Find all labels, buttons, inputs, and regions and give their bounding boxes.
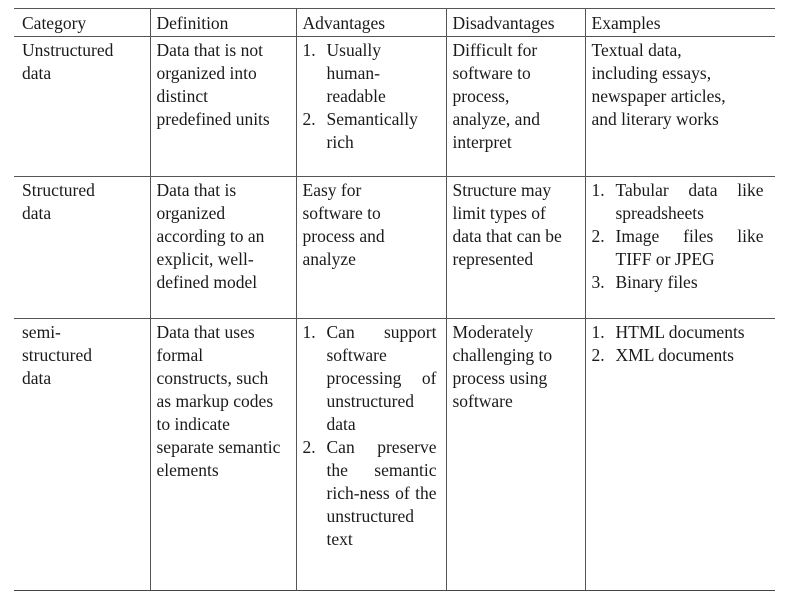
header-definition: Definition (150, 9, 296, 37)
disadvantages-text: Structure may limit types of data that can be represented (452, 180, 562, 269)
list-text: Usually human-readable (326, 40, 386, 106)
category-text: semi-structured data (22, 322, 92, 388)
list-number: 2. (302, 437, 316, 457)
cell-examples (585, 177, 775, 319)
list-text: XML documents (615, 345, 734, 365)
table-row-unstructured (14, 37, 775, 177)
examples-list (592, 179, 770, 294)
list-text: HTML documents (615, 322, 745, 342)
cell-disadvantages (446, 37, 585, 177)
list-number: 1. (302, 322, 316, 342)
cell-examples (585, 37, 775, 177)
list-item (592, 179, 770, 225)
cell-definition (150, 177, 296, 319)
list-number: 2. (302, 109, 316, 129)
category-text: Unstructured data (22, 40, 114, 83)
list-item (592, 344, 770, 367)
cell-category (14, 177, 150, 319)
list-number: 1. (591, 180, 605, 200)
list-item (303, 108, 440, 154)
list-item (303, 436, 440, 551)
cell-disadvantages (446, 319, 585, 591)
cell-category (14, 37, 150, 177)
list-text: Semantically rich (326, 109, 418, 152)
list-number: 1. (302, 40, 316, 60)
list-item (592, 271, 770, 294)
cell-disadvantages (446, 177, 585, 319)
header-disadvantages: Disadvantages (446, 9, 585, 37)
header-category: Category (14, 9, 150, 37)
table-row-semi-structured (14, 319, 775, 591)
list-item (592, 225, 770, 271)
list-item (303, 321, 440, 436)
cell-definition (150, 37, 296, 177)
data-types-table-container (14, 8, 775, 591)
list-text: Image files like TIFF or JPEG (615, 226, 764, 269)
table-row-structured (14, 177, 775, 319)
data-types-table (14, 8, 775, 591)
header-row (14, 9, 775, 37)
advantages-list (303, 321, 440, 551)
list-number: 2. (591, 226, 605, 246)
list-text: Can preserve the semantic rich-ness of the unstructured text (326, 437, 437, 549)
examples-list (592, 321, 770, 367)
definition-text: Data that is not organized into distinct predefined units (156, 40, 270, 129)
list-text: Tabular data like spreadsheets (615, 180, 764, 223)
cell-advantages (296, 177, 446, 319)
list-number: 1. (591, 322, 605, 342)
examples-text: Textual data, including essays, newspaper articles, and literary works (591, 40, 726, 129)
definition-text: Data that uses formal constructs, such as markup codes to indicate separate semantic elements (156, 322, 281, 480)
disadvantages-text: Difficult for software to process, analyze, and interpret (452, 40, 540, 152)
list-number: 3. (591, 272, 605, 292)
cell-examples (585, 319, 775, 591)
cell-category (14, 319, 150, 591)
cell-advantages (296, 37, 446, 177)
header-examples: Examples (585, 9, 775, 37)
list-number: 2. (591, 345, 605, 365)
cell-definition (150, 319, 296, 591)
disadvantages-text: Moderately challenging to process using software (452, 322, 553, 411)
list-text: Can support software processing of unstructured data (326, 322, 437, 434)
list-item (303, 39, 440, 108)
definition-text: Data that is organized according to an explicit, well-defined model (156, 180, 265, 292)
list-text: Binary files (615, 272, 698, 292)
advantages-list (303, 39, 440, 154)
category-text: Structured data (22, 180, 95, 223)
header-advantages: Advantages (296, 9, 446, 37)
advantages-text: Easy for software to process and analyze (302, 180, 385, 269)
list-item (592, 321, 770, 344)
cell-advantages (296, 319, 446, 591)
